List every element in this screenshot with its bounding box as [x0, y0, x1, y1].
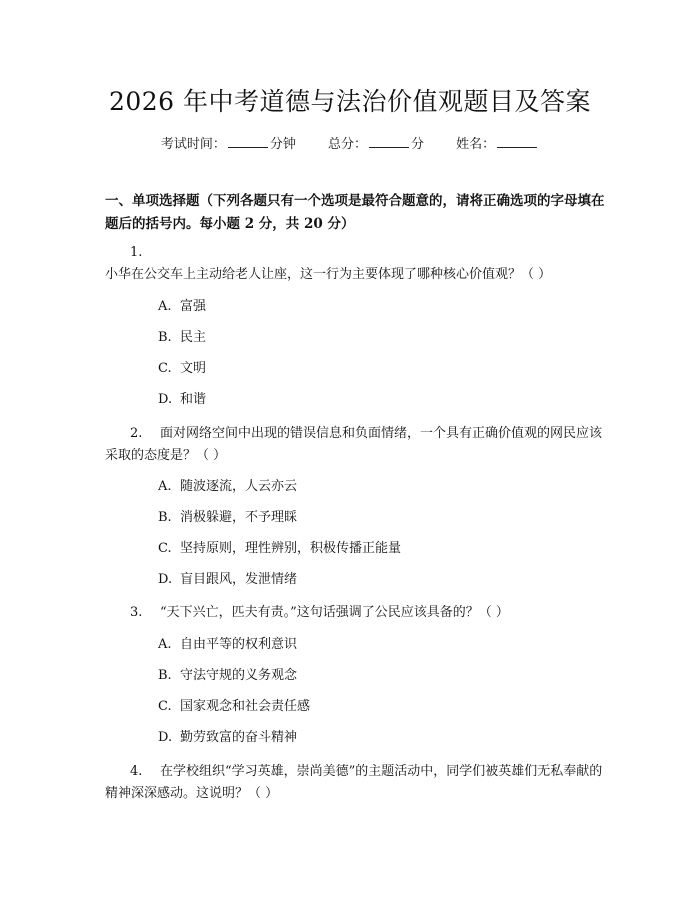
section-heading: 一、单项选择题（下列各题只有一个选项是最符合题意的，请将正确选项的字母填在题后的括号内。每小题 2 分，共 20 分） — [105, 193, 605, 232]
option-text: 消极躲避，不予理睬 — [180, 510, 298, 525]
option-letter: C. — [158, 361, 172, 376]
answer-option — [158, 508, 297, 528]
answer-option — [158, 697, 310, 717]
answer-option — [158, 297, 206, 317]
total-score-blank — [369, 137, 409, 148]
option-text: 盲目跟风，发泄情绪 — [180, 572, 298, 587]
student-name-field — [456, 137, 539, 152]
option-text: 守法守规的义务观念 — [180, 668, 298, 683]
option-text: 民主 — [180, 330, 207, 345]
option-letter: C. — [158, 699, 172, 714]
answer-option — [158, 328, 206, 348]
answer-option — [158, 359, 206, 379]
question-text: 在学校组织“学习英雄，崇尚美德”的主题活动中，同学们被英雄们无私奉献的精神深深感动。这说明？（ ） — [105, 764, 603, 801]
option-letter: A. — [158, 637, 172, 652]
answer-option — [158, 570, 297, 590]
option-text: 和谐 — [180, 392, 207, 407]
option-letter: B. — [158, 330, 172, 345]
option-letter: A. — [158, 479, 172, 494]
exam-time-label: 考试时间： — [160, 137, 226, 152]
student-name-blank — [497, 137, 537, 148]
option-text: 随波逐流，人云亦云 — [180, 479, 298, 494]
exam-time-unit: 分钟 — [269, 137, 296, 152]
option-letter: D. — [158, 730, 173, 745]
option-text: 自由平等的权利意识 — [180, 637, 298, 652]
answer-option — [158, 477, 297, 497]
question-item — [105, 423, 605, 467]
question-number: 2. — [130, 426, 143, 441]
option-letter: C. — [158, 541, 172, 556]
question-text: 面对网络空间中出现的错误信息和负面情绪，一个具有正确价值观的网民应该采取的态度是？（ ） — [105, 426, 603, 463]
answer-option — [158, 635, 297, 655]
answer-option — [158, 728, 297, 748]
question-number: 3. — [130, 605, 143, 620]
option-letter: D. — [158, 392, 173, 407]
student-name-label: 姓名： — [456, 137, 496, 152]
total-score-unit: 分 — [411, 137, 425, 152]
option-text: 文明 — [180, 361, 207, 376]
question-text: 小华在公交车上主动给老人让座，这一行为主要体现了哪种核心价值观？（ ） — [105, 267, 552, 282]
answer-option — [158, 539, 401, 559]
option-text: 国家观念和社会责任感 — [180, 699, 311, 714]
option-letter: D. — [158, 572, 173, 587]
exam-meta — [0, 133, 700, 152]
total-score-label: 总分： — [327, 137, 367, 152]
question-item — [105, 602, 605, 624]
option-text: 坚持原则，理性辨别，积极传播正能量 — [180, 541, 402, 556]
question-item — [105, 761, 605, 805]
page-title: 2026 年中考道德与法治价值观题目及答案 — [108, 87, 592, 116]
answer-option — [158, 390, 206, 410]
option-text: 勤劳致富的奋斗精神 — [180, 730, 298, 745]
exam-time-field — [161, 137, 296, 152]
question-item — [105, 242, 605, 286]
option-letter: B. — [158, 668, 172, 683]
answer-option — [158, 666, 297, 686]
exam-time-blank — [228, 137, 268, 148]
question-text: “天下兴亡，匹夫有责。”这句话强调了公民应该具备的？（ ） — [160, 605, 509, 620]
option-letter: A. — [158, 299, 172, 314]
option-text: 富强 — [180, 299, 207, 314]
total-score-field — [328, 137, 424, 152]
question-number: 1. — [130, 245, 143, 260]
question-number: 4. — [130, 764, 143, 779]
option-letter: B. — [158, 510, 172, 525]
